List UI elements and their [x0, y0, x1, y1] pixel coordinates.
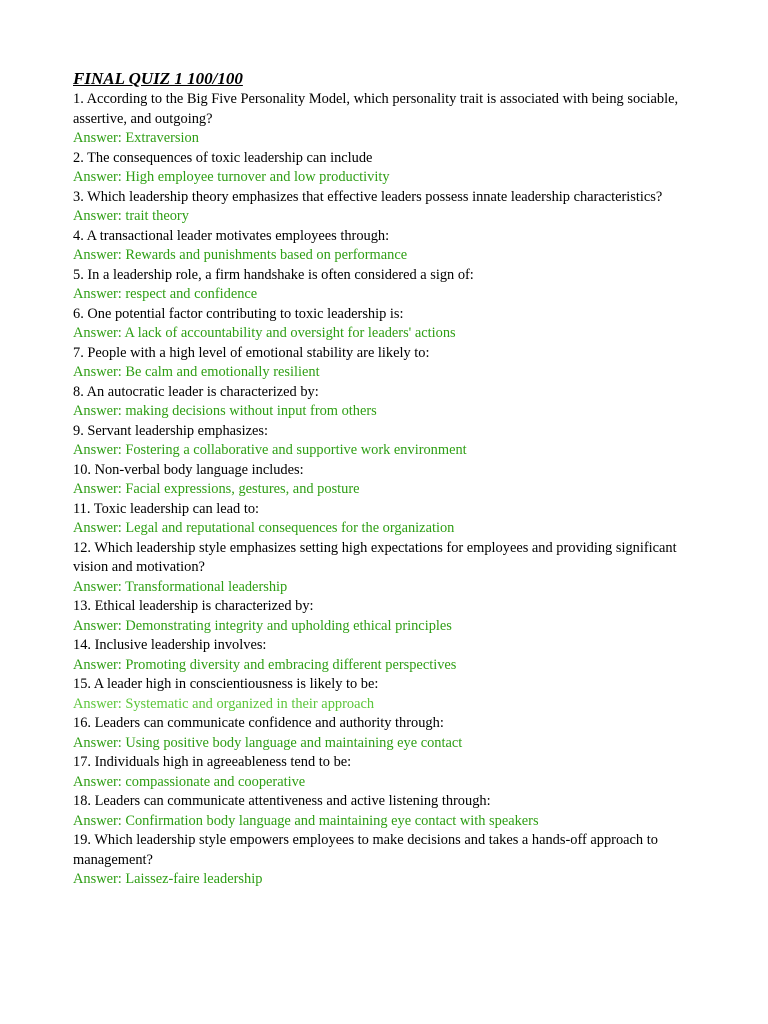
- qa-item-2: [73, 149, 708, 188]
- question-18: 18. Leaders can communicate attentiveness and active listening through:: [73, 793, 491, 809]
- qa-item-16: [73, 714, 708, 753]
- qa-item-13: [73, 597, 708, 636]
- qa-item-1: [73, 90, 708, 149]
- qa-item-12: [73, 539, 708, 598]
- question-15: 15. A leader high in conscientiousness is likely to be:: [73, 676, 379, 692]
- answer-7: Answer: Be calm and emotionally resilient: [73, 364, 320, 380]
- qa-item-7: [73, 344, 708, 383]
- question-9: 9. Servant leadership emphasizes:: [73, 422, 269, 439]
- qa-item-3: [73, 188, 708, 227]
- page-title: FINAL QUIZ 1 100/100: [73, 69, 243, 88]
- question-17: 17. Individuals high in agreeableness tend to be:: [73, 754, 352, 770]
- answer-14: Answer: Promoting diversity and embracing different perspectives: [73, 656, 457, 673]
- answer-9: Answer: Fostering a collaborative and supportive work environment: [73, 442, 467, 458]
- question-13: 13. Ethical leadership is characterized by:: [73, 598, 314, 614]
- qa-item-9: [73, 422, 708, 461]
- answer-5: Answer: respect and confidence: [73, 286, 258, 302]
- qa-item-15: [73, 675, 708, 714]
- answer-15: Answer: Systematic and organized in their approach: [73, 695, 375, 712]
- question-7: 7. People with a high level of emotional stability are likely to:: [73, 344, 430, 361]
- answer-4: Answer: Rewards and punishments based on performance: [73, 247, 408, 263]
- question-4: 4. A transactional leader motivates employees through:: [73, 227, 390, 244]
- question-6: 6. One potential factor contributing to toxic leadership is:: [73, 305, 404, 322]
- answer-10: Answer: Facial expressions, gestures, and posture: [73, 481, 360, 497]
- qa-item-17: [73, 753, 708, 792]
- answer-3: Answer: trait theory: [73, 208, 189, 224]
- question-11: 11. Toxic leadership can lead to:: [73, 500, 260, 517]
- answer-17: Answer: compassionate and cooperative: [73, 773, 306, 790]
- question-14: 14. Inclusive leadership involves:: [73, 637, 267, 653]
- question-12: 12. Which leadership style emphasizes setting high expectations for employees and providing significant vision and motivation?: [73, 539, 677, 575]
- qa-item-11: [73, 500, 708, 539]
- question-1: 1. According to the Big Five Personality Model, which personality trait is associated with being sociable, assertive, and outgoing?: [73, 91, 679, 127]
- qa-item-6: [73, 305, 708, 344]
- answer-1: Answer: Extraversion: [73, 130, 199, 146]
- answer-18: Answer: Confirmation body language and maintaining eye contact with speakers: [73, 812, 539, 829]
- qa-item-8: [73, 383, 708, 422]
- answer-13: Answer: Demonstrating integrity and upholding ethical principles: [73, 617, 452, 634]
- answer-2: Answer: High employee turnover and low productivity: [73, 169, 390, 185]
- question-5: 5. In a leadership role, a firm handshake is often considered a sign of:: [73, 266, 474, 283]
- answer-6: Answer: A lack of accountability and oversight for leaders' actions: [73, 325, 456, 341]
- qa-item-14: [73, 636, 708, 675]
- question-19: 19. Which leadership style empowers employees to make decisions and takes a hands-off approach to management?: [73, 832, 658, 868]
- qa-item-19: [73, 831, 708, 890]
- question-10: 10. Non-verbal body language includes:: [73, 461, 304, 478]
- answer-8: Answer: making decisions without input from others: [73, 403, 377, 419]
- qa-item-5: [73, 266, 708, 305]
- answer-11: Answer: Legal and reputational consequences for the organization: [73, 520, 455, 536]
- answer-12: Answer: Transformational leadership: [73, 578, 288, 595]
- qa-item-4: [73, 227, 708, 266]
- qa-item-18: [73, 792, 708, 831]
- answer-16: Answer: Using positive body language and maintaining eye contact: [73, 734, 463, 751]
- question-3: 3. Which leadership theory emphasizes that effective leaders possess innate leadership characteristics?: [73, 188, 663, 205]
- answer-19: Answer: Laissez-faire leadership: [73, 871, 263, 887]
- question-8: 8. An autocratic leader is characterized by:: [73, 383, 319, 400]
- qa-item-10: [73, 461, 708, 500]
- question-2: 2. The consequences of toxic leadership can include: [73, 149, 373, 166]
- question-16: 16. Leaders can communicate confidence and authority through:: [73, 715, 444, 731]
